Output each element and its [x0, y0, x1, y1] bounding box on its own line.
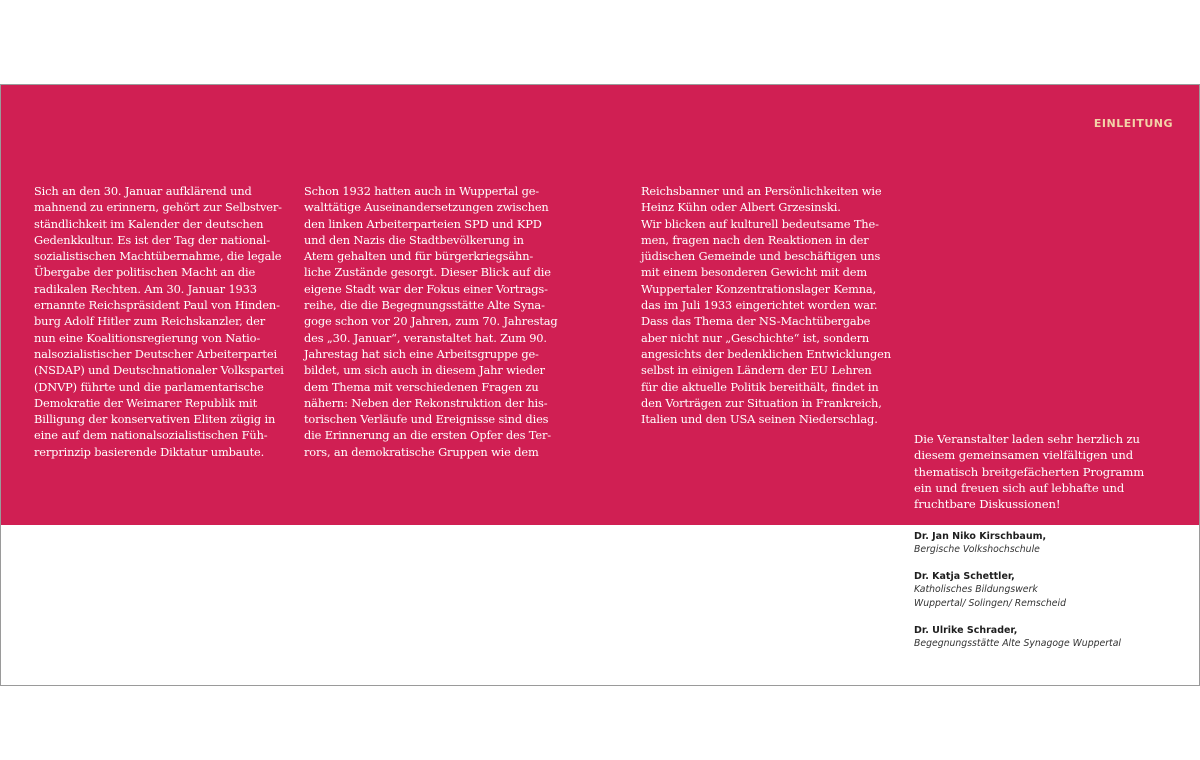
signer-organization: Bergische Volkshochschule — [914, 544, 1040, 555]
signer — [914, 530, 1184, 557]
text-column-1: Sich an den 30. Januar aufklärend und mahnend zu erinnern, gehört zur Selbstver- ständlichkeit im Kalender der deutschen Gedenkkultur. Es ist der Tag der national- sozialistischen Machtübernahme, die legale Übergabe der politischen Macht an die radikalen Rechten. Am 30. Januar 1933 ernannte Reichspräsident Paul von Hinden- burg Adolf Hitler zum Reichskanzler, der nun eine Koalitionsregierung von Natio- nalsozialistischer Deutscher Arbeiterpartei (NSDAP) und Deutschnationaler Volkspartei (DNVP) führte und die parlamentarische Demokratie der Weimarer Republik mit Billigung der konservativen Eliten zügig in eine auf dem nationalsozialistischen Füh- rerprinzip basierende Diktatur umbaute. — [34, 184, 284, 459]
signer — [914, 570, 1184, 611]
section-label: EINLEITUNG — [1093, 117, 1173, 130]
signer — [914, 624, 1184, 651]
signers-list — [914, 530, 1184, 664]
signer-name: Dr. Ulrike Schrader, — [914, 625, 1018, 636]
text-column-3: Reichsbanner und an Persönlichkeiten wie Heinz Kühn oder Albert Grzesinski. Wir blicken auf kulturell bedeutsame The- men, fragen nach den Reaktionen in der jüdischen Gemeinde und beschäftigen uns mit einem besonderen Gewicht mit dem Wuppertaler Konzentrationslager Kemna, das im Juli 1933 eingerichtet worden war. Dass das Thema der NS-Machtübergabe aber nicht nur „Geschichte“ ist, sondern angesichts der bedenklichen Entwicklungen selbst in einigen Ländern der EU Lehren für die aktuelle Politik bereithält, findet in den Vorträgen zur Situation in Frankreich, Italien und den USA seinen Niederschlag. — [641, 184, 891, 427]
text-column-2: Schon 1932 hatten auch in Wuppertal ge- walttätige Auseinandersetzungen zwischen den linken Arbeiterparteien SPD und KPD und den Nazis die Stadtbevölkerung in Atem gehalten und für bürgerkriegsähn- liche Zustände gesorgt. Dieser Blick auf die eigene Stadt war der Fokus einer Vortrags- reihe, die die Begegnungsstätte Alte Syna- goge schon vor 20 Jahren, zum 70. Jahrestag des „30. Januar“, veranstaltet hat. Zum 90. Jahrestag hat sich eine Arbeitsgruppe ge- bildet, um sich auch in diesem Jahr wieder dem Thema mit verschiedenen Fragen zu nähern: Neben der Rekonstruktion der his- torischen Verläufe und Ereignisse sind dies die Erinnerung an die ersten Opfer des Ter- rors, an demokratische Gruppen wie dem — [304, 184, 558, 459]
red-header-band — [1, 85, 1199, 525]
signer-organization: Begegnungsstätte Alte Synagoge Wuppertal — [914, 638, 1121, 649]
signer-organization: Katholisches Bildungswerk Wuppertal/ Solingen/ Remscheid — [914, 584, 1066, 609]
signer-name: Dr. Jan Niko Kirschbaum, — [914, 531, 1047, 542]
signer-name: Dr. Katja Schettler, — [914, 571, 1015, 582]
closing-invitation: Die Veranstalter laden sehr herzlich zu diesem gemeinsamen vielfältigen und thematisch breitgefächerten Programm ein und freuen sich auf lebhafte und fruchtbare Diskussionen! — [914, 432, 1145, 512]
brochure-spread — [0, 84, 1200, 686]
